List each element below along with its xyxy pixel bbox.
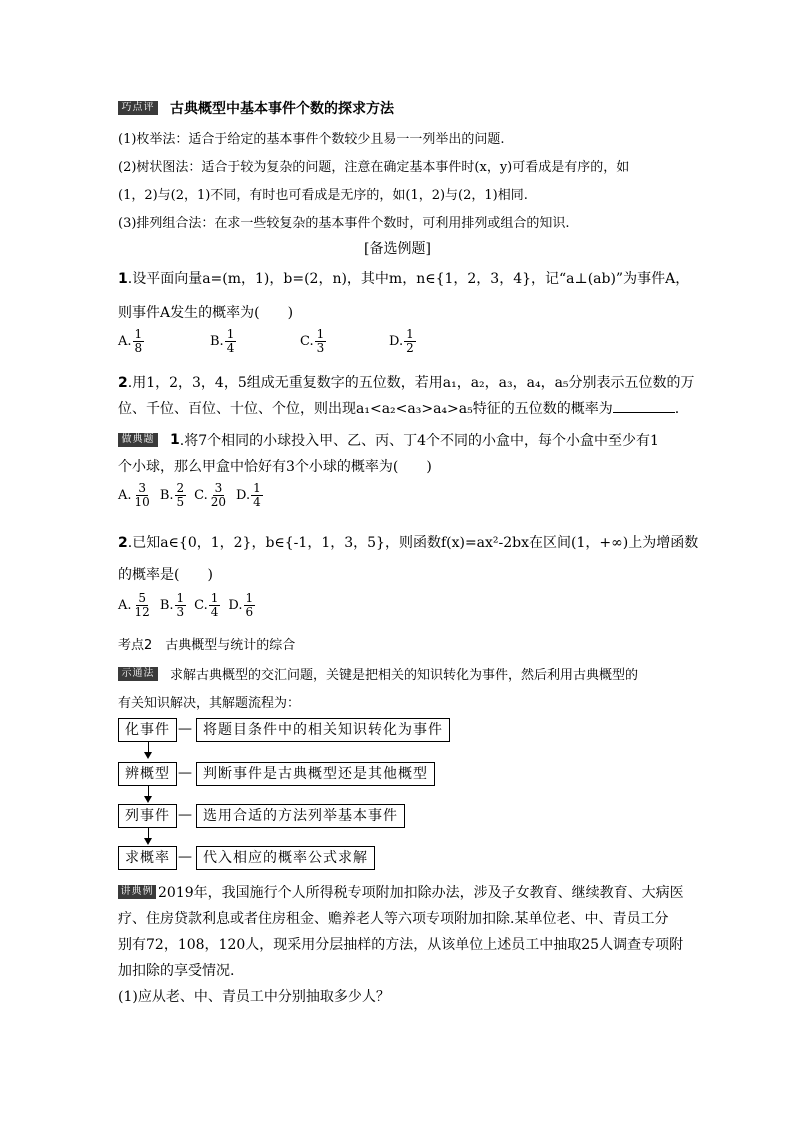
tip-line-4: (3)排列组合法：在求一些较复杂的基本事件个数时，可利用排列或组合的知识. — [118, 216, 570, 231]
example-line-3: 别有72，108，120人，现采用分层抽样的方法，从该单位上述员工中抽取25人调查专项附 — [118, 937, 684, 953]
fraction: $\frac{3}{10}$ — [134, 481, 150, 509]
topic2-line-2: 有关知识解决，其解题流程为： — [118, 696, 301, 711]
fraction: $\frac{1}{4}$ — [226, 327, 235, 355]
q2-text-1: .用1，2，3，4，5组成无重复数字的五位数，若用a₁，a₂，a₃，a₄，a₅分别表示五位数的万 — [127, 375, 695, 391]
flow-desc-3: 选用合适的方法列举基本事件 — [196, 804, 405, 828]
fraction: $\frac{1}{3}$ — [316, 327, 325, 355]
q1-option-a: A. $\frac{1}{8}$ — [118, 327, 143, 355]
fraction: $\frac{2}{5}$ — [176, 481, 185, 509]
arrow-down-icon — [144, 796, 152, 803]
tip-line-1: (1)枚举法：适合于给定的基本事件个数较少且易一一列举出的问题. — [118, 132, 505, 147]
q2-line-1 — [118, 372, 695, 392]
flow-desc-4: 代入相应的概率公式求解 — [196, 846, 375, 870]
q2-number: 2 — [118, 375, 128, 391]
practice-q2-line-2: 的概率是( ) — [118, 567, 213, 583]
practice-q2-options: A. $\frac{5}{12}$ B. $\frac{1}{3}$ C. $\frac{1}{4}$ D. $\frac{1}{6}$ — [118, 591, 254, 619]
topic2-line-1: 示通法 求解古典概型的交汇问题，关键是把相关的知识转化为事件，然后利用古典概型的 — [118, 664, 638, 683]
fraction: $\frac{1}{2}$ — [406, 327, 414, 355]
q1-option-c: C. $\frac{1}{3}$ — [300, 327, 325, 355]
fraction: $\frac{1}{3}$ — [176, 591, 185, 619]
arrow-down-icon — [144, 838, 152, 845]
flow-step-4: 求概率 — [118, 846, 177, 870]
flow-step-1: 化事件 — [118, 718, 177, 742]
fraction: $\frac{1}{4}$ — [253, 481, 261, 509]
method-badge: 示通法 — [118, 667, 158, 681]
arrow-down-icon — [144, 752, 152, 759]
tip-line-2: (2)树状图法：适合于较为复杂的问题，注意在确定基本事件时(x，y)可看成是有序的，如 — [118, 160, 630, 175]
practice-q1-number: 1 — [170, 432, 180, 448]
fraction: $\frac{1}{4}$ — [210, 591, 219, 619]
tip-line-3: (1，2)与(2，1)不同，有时也可看成是无序的，如(1，2)与(2，1)相同. — [118, 188, 528, 203]
example-line-4: 加扣除的享受情况. — [118, 963, 235, 979]
q1-line-2: 则事件A发生的概率为( ) — [118, 305, 294, 321]
section-title: [备选例题] — [364, 241, 431, 257]
q1-text-1: .设平面向量a=(m，1)，b=(2，n)，其中m，n∈{1，2，3，4}，记“a⊥(ab)”为事件A， — [127, 271, 690, 287]
q1-option-b: B. $\frac{1}{4}$ — [210, 327, 235, 355]
flow-desc-2: 判断事件是古典概型还是其他概型 — [196, 762, 435, 786]
q2-line-2: 位、千位、百位、十位、个位，则出现a₁<a₂<a₃>a₄>a₅特征的五位数的概率为 . — [118, 401, 680, 417]
flow-desc-1: 将题目条件中的相关知识转化为事件 — [196, 718, 450, 742]
fraction: $\frac{1}{8}$ — [134, 327, 143, 355]
example-line-5: (1)应从老、中、青员工中分别抽取多少人？ — [118, 989, 390, 1005]
q1-option-d: D. $\frac{1}{2}$ — [389, 327, 414, 355]
fraction: $\frac{5}{12}$ — [134, 591, 150, 619]
example-badge: 讲典例 — [118, 885, 156, 899]
flow-step-2: 辨概型 — [118, 762, 177, 786]
tip-badge: 巧点评 — [118, 101, 158, 115]
practice-q1-line-2: 个小球，那么甲盒中恰好有3个小球的概率为( ) — [118, 459, 432, 475]
practice-q1-options: A. $\frac{3}{10}$ B. $\frac{2}{5}$ C. $\frac{3}{20}$ D. $\frac{1}{4}$ — [118, 481, 261, 509]
practice-line-1: 做典题 1 .将7个相同的小球投入甲、乙、丙、丁4个不同的小盒中，每个小盒中至少有1 — [118, 430, 659, 450]
tip-title: 古典概型中基本事件个数的探求方法 — [170, 101, 394, 117]
fraction: $\frac{1}{6}$ — [245, 591, 254, 619]
practice-badge: 做典题 — [118, 433, 158, 447]
practice-q2-line-1: 2.已知a∈{0，1，2}，b∈{-1，1，3，5}，则函数f(x)=ax²-2bx在区间(1，+∞)上为增函数 — [118, 535, 699, 551]
example-line-1: 讲典例 2019年，我国施行个人所得税专项附加扣除办法，涉及子女教育、继续教育、大病医 — [118, 882, 684, 902]
q1-line-1 — [118, 268, 689, 288]
answer-blank — [613, 400, 675, 413]
example-line-2: 疗、住房贷款利息或者住房租金、赡养老人等六项专项附加扣除.某单位老、中、青员工分 — [118, 911, 669, 927]
fraction: $\frac{3}{20}$ — [210, 481, 227, 509]
topic2-title: 考点2 古典概型与统计的综合 — [118, 638, 296, 653]
flow-step-3: 列事件 — [118, 804, 177, 828]
q1-number: 1 — [118, 271, 128, 287]
tip-header — [118, 98, 394, 118]
